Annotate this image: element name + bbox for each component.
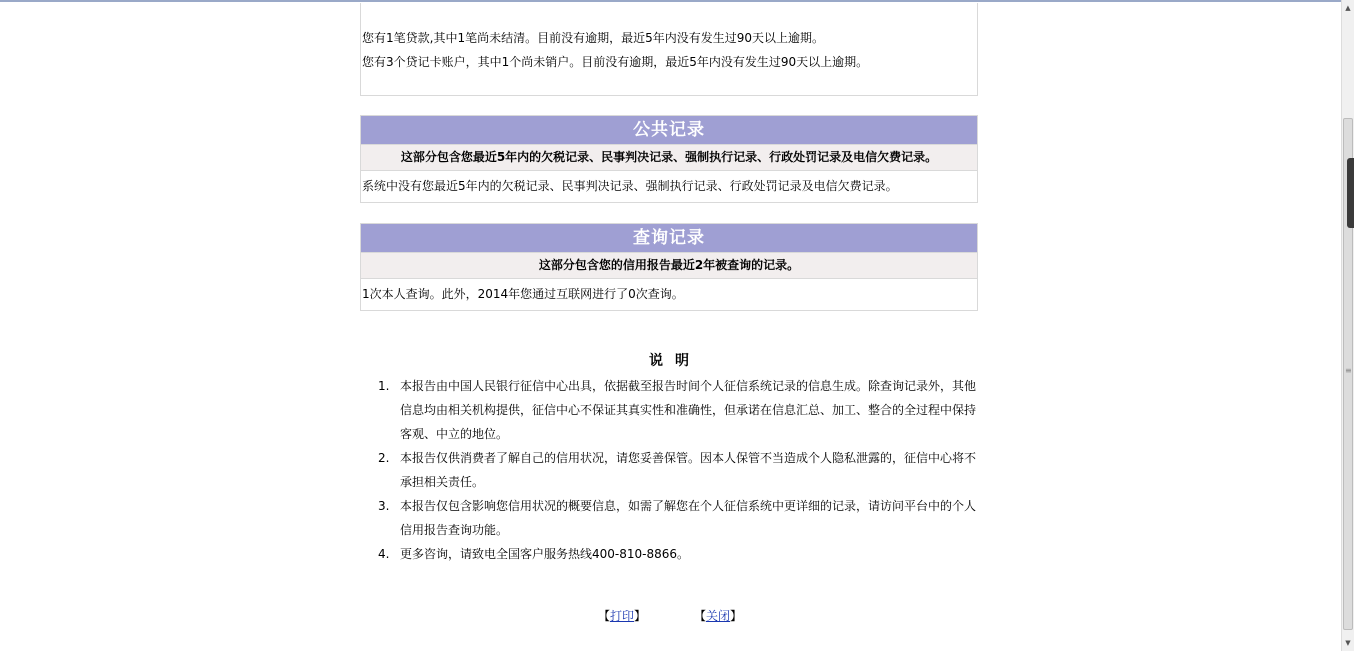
note-item	[370, 446, 980, 494]
note-number: 1.	[378, 379, 390, 393]
public-records-section	[360, 115, 978, 203]
public-records-content: 系统中没有您最近5年内的欠税记录、民事判决记录、强制执行记录、行政处罚记录及电信欠费记录。	[362, 179, 898, 193]
footer-actions	[0, 607, 1341, 627]
print-link[interactable]: 打印	[610, 609, 635, 623]
bracket-open: 【	[598, 609, 611, 623]
note-text: 本报告仅供消费者了解自己的信用状况，请您妥善保管。因本人保管不当造成个人隐私泄露的，征信中心将不承担相关责任。	[400, 451, 977, 489]
public-records-description: 这部分包含您最近5年内的欠税记录、民事判决记录、强制执行记录、行政处罚记录及电信欠费记录。	[361, 145, 977, 171]
query-records-description: 这部分包含您的信用报告最近2年被查询的记录。	[361, 253, 977, 279]
bracket-close: 】	[634, 609, 647, 623]
screen-edge-tab	[1347, 158, 1354, 228]
note-number: 4.	[378, 547, 390, 561]
scrollbar-grip-icon: ≡	[1345, 366, 1352, 375]
notes-list	[370, 374, 980, 566]
query-records-content: 1次本人查询。此外，2014年您通过互联网进行了0次查询。	[362, 287, 684, 301]
close-link[interactable]: 关闭	[706, 609, 731, 623]
bracket-open: 【	[694, 609, 707, 623]
note-number: 3.	[378, 499, 390, 513]
credit-summary-box	[360, 3, 978, 96]
scroll-down-arrow-icon[interactable]: ▼	[1345, 639, 1351, 647]
vertical-scrollbar[interactable]	[1341, 0, 1354, 651]
bracket-close: 】	[730, 609, 743, 623]
notes-title: 说明	[649, 353, 701, 369]
note-number: 2.	[378, 451, 390, 465]
note-item	[370, 542, 980, 566]
note-item	[370, 374, 980, 446]
query-records-section	[360, 223, 978, 311]
note-text: 更多咨询，请致电全国客户服务热线400-810-8866。	[400, 547, 690, 561]
query-records-title: 查询记录	[361, 224, 977, 253]
note-text: 本报告由中国人民银行征信中心出具，依据截至报告时间个人征信系统记录的信息生成。除查询记录外，其他信息均由相关机构提供，征信中心不保证其真实性和准确性，但承诺在信息汇总、加工、整合的全过程中保持客观、中立的地位。	[400, 379, 977, 441]
print-action	[598, 607, 646, 624]
scroll-up-arrow-icon[interactable]: ▲	[1345, 4, 1351, 12]
note-item	[370, 494, 980, 542]
loan-summary-line: 您有1笔贷款,其中1笔尚未结清。目前没有逾期，最近5年内没有发生过90天以上逾期。	[362, 31, 824, 45]
note-text: 本报告仅包含影响您信用状况的概要信息，如需了解您在个人征信系统中更详细的记录，请访问平台中的个人信用报告查询功能。	[400, 499, 977, 537]
public-records-title: 公共记录	[361, 116, 977, 145]
card-summary-line: 您有3个贷记卡账户，其中1个尚未销户。目前没有逾期，最近5年内没有发生过90天以上逾期。	[362, 55, 869, 69]
close-action	[694, 607, 742, 624]
